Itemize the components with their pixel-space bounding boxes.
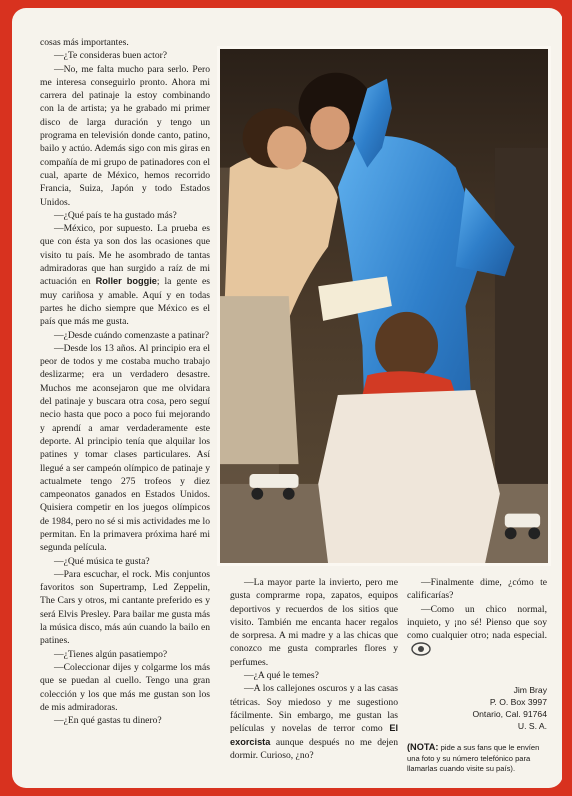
paragraph-text: ; la gente es muy cariñosa y amable. Aquí y en todas partes he dicho siempre que México es el país que más me gusta. [40,276,211,328]
paragraph [407,576,547,603]
middle-text-column [230,576,398,762]
paragraph-text: —México, por supuesto. La prueba es que con ésta ya son dos las ocasiones que visito tu país. Me he asombrado de tantas admiradoras que han surgido a raíz de mi actuación en [40,223,210,288]
roller-skater-photo [217,46,551,566]
paragraph [40,661,210,714]
paragraph-text: —¿En qué gastas tu dinero? [54,715,162,727]
left-text-column [40,36,210,727]
paragraph [40,209,210,222]
paragraph-text: —¿Qué país te ha gustado más? [54,209,177,221]
contact-country: U. S. A. [517,721,547,732]
fan-note [407,742,547,775]
paragraph [40,63,210,209]
paragraph-text: aunque después no me dejen dormir. Curioso, ¿no? [230,736,398,761]
contact-city: Ontario, Cal. 91764 [472,709,547,720]
paragraph-text: —Para escuchar, el rock. Mis conjuntos favoritos son Supertramp, Led Zeppelin, The Cars y otros, mi cantante preferido es y será Elvis Presley. Para bailar me gusta más la música disco, más aún cuando la bailo en patines. [40,568,210,647]
paragraph [40,36,210,49]
photo-illustration [220,49,548,563]
paragraph [40,342,210,555]
magazine-logo-icon [411,642,431,656]
paragraph-text: —¿A qué le temes? [244,670,319,682]
paragraph [40,222,210,328]
paragraph-text: —Coleccionar dijes y colgarme los más que se puedan al cuello. Tengo una gran colección y los que más me gustan son los de mis admiradoras. [40,661,210,713]
paragraph [40,568,210,648]
note-text: pide a sus fans que le envíen una foto y su número telefónico para llamarlas cuando visite su país). [407,743,540,774]
paragraph-text: —¿Desde cuándo comenzaste a patinar? [54,329,210,341]
contact-name: Jim Bray [513,685,547,696]
paragraph [230,669,398,682]
note-label: (NOTA: [407,742,439,753]
paragraph-text: —¿Tienes algún pasatiempo? [54,648,168,660]
paragraph-text: —¿Qué música te gusta? [54,555,150,567]
right-text-column [407,576,547,775]
contact-address [407,684,547,732]
paragraph-text: —Como un chico normal, inquieto, y ¡no sé! Pienso que soy como cualquier otro; nada especial. [407,603,547,642]
paragraph [40,555,210,568]
page-edge-red [562,0,572,796]
paragraph [40,49,210,62]
paragraph-text: cosas más importantes. [40,37,129,48]
paragraph-text: —La mayor parte la invierto, pero me gusta comprarme ropa, zapatos, equipos deportivos y recuerdos de los sitios que visito. También me encanta hacer regalos de sorpresa. A mi madre y a las chicas que conozco me gusta comprarles flores y perfumes. [230,577,398,668]
paragraph [40,329,210,342]
contact-po-box: P. O. Box 3997 [489,697,547,708]
paragraph-text: —A los callejones oscuros y a las casas tétricas. Soy miedoso y me sugestiono fácilmente. Sin embargo, me gustan las películas y novelas de terror como [230,683,398,735]
bold-title: Roller boggie [95,276,157,287]
paragraph-text: —Finalmente dime, ¿cómo te calificarías? [407,577,547,602]
paragraph [40,648,210,661]
paragraph [230,576,398,669]
paragraph [230,682,398,762]
paragraph-text: —¿Te consideras buen actor? [54,50,168,62]
paragraph [40,714,210,727]
paragraph [407,603,547,657]
bold-title: El exorcista [230,723,398,747]
magazine-page [12,8,563,788]
paragraph-text: —No, me falta mucho para serlo. Pero me interesa conseguirlo pronto. Ahora mi carrera del patinaje la estoy combinando con la de artista; ya he grabado mi primer disco de larga duración y tengo un programa en televisión donde canto, patino, bailo y actúo. Además sigo con mis giras en compañía de mi grupo de patinadores con el cual, aparte de México, hemos recorrido Francia, Suiza, Japón y todo Estados Unidos. [40,63,210,208]
paragraph-text: —Desde los 13 años. Al principio era el peor de todos y me costaba mucho trabajo deslizarme; era un verdadero desastre. Muchos me aconsejaron que me olvidara del patinaje y buscara otra cosa, pero seguí necio hasta que poco a poco fui mejorando y aprendí a amar verdaderamente este deporte. Al principio tenía que alquilar los patines y tomar clases particulares. Así llegué a ser campeón olímpico de patinaje y actualmete tengo 275 trofeos y diez campeonatos ganados en Estados Unidos. Quisiera competir en los juegos olímpicos de 1984, pero no sé si mis actividades me lo permitan. En la primavera próxima haré mi segunda película. [40,342,210,554]
